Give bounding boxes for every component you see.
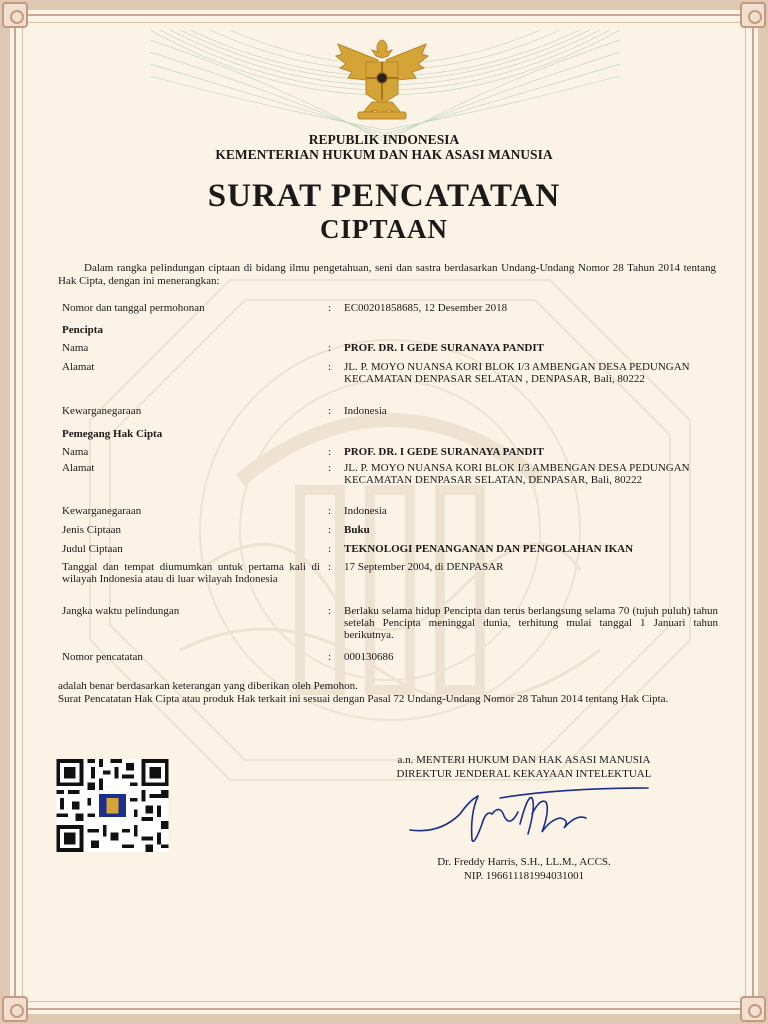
signatory-name: Dr. Freddy Harris, S.H., LL.M., ACCS. — [437, 856, 611, 868]
field-value: 000130686 — [344, 651, 394, 663]
field-colon: : — [328, 505, 332, 517]
header-republik: REPUBLIK INDONESIA — [308, 132, 460, 147]
footer-line-1: adalah benar berdasarkan keterangan yang diberikan oleh Pemohon. — [58, 680, 358, 692]
field-value: JL. P. MOYO NUANSA KORI BLOK I/3 AMBENGAN DESA PEDUNGAN KECAMATAN DENPASAR SELATAN , DENPASAR, Bali, 80222 — [344, 361, 690, 385]
handwritten-signature — [400, 784, 650, 850]
document-title: SURAT PENCATATAN — [207, 178, 561, 214]
field-value: Berlaku selama hidup Pencipta dan terus berlangsung selama 70 (tujuh puluh) tahun setelah Pencipta meninggal dunia, terhitung mulai tanggal 1 Januari tahun berikutnya. — [344, 605, 718, 641]
field-colon: : — [328, 302, 332, 314]
field-value: Buku — [344, 524, 370, 536]
corner-ornament — [740, 2, 766, 28]
field-colon: : — [328, 342, 332, 354]
field-label: Alamat — [62, 361, 95, 373]
field-label: Kewarganegaraan — [62, 505, 142, 517]
field-colon: : — [328, 561, 332, 573]
field-colon: : — [328, 543, 332, 555]
field-value: 17 September 2004, di DENPASAR — [344, 561, 504, 573]
field-colon: : — [328, 524, 332, 536]
field-label: Alamat — [62, 462, 95, 474]
signature-title-line1: a.n. MENTERI HUKUM DAN HAK ASASI MANUSIA — [397, 754, 651, 766]
field-value: PROF. DR. I GEDE SURANAYA PANDIT — [344, 446, 544, 458]
corner-ornament — [2, 996, 28, 1022]
field-value: TEKNOLOGI PENANGANAN DAN PENGOLAHAN IKAN — [344, 543, 634, 555]
field-label: Jangka waktu pelindungan — [62, 605, 180, 617]
field-value: PROF. DR. I GEDE SURANAYA PANDIT — [344, 342, 544, 354]
field-label: Tanggal dan tempat diumumkan untuk pertama kali di wilayah Indonesia atau di luar wilayah Indonesia — [62, 561, 320, 585]
header-kementerian: KEMENTERIAN HUKUM DAN HAK ASASI MANUSIA — [215, 147, 553, 162]
field-colon: : — [328, 446, 332, 458]
field-label: Nomor pencatatan — [62, 651, 143, 663]
field-colon: : — [328, 462, 332, 474]
footer-statement — [58, 680, 718, 705]
signature-title-line2: DIREKTUR JENDERAL KEKAYAAN INTELEKTUAL — [396, 768, 652, 780]
garuda-pancasila-emblem — [332, 36, 432, 122]
qr-code — [56, 759, 169, 852]
field-value: Indonesia — [344, 405, 387, 417]
section-heading-pencipta: Pencipta — [62, 324, 103, 336]
field-label: Nama — [62, 446, 89, 458]
field-label: Judul Ciptaan — [62, 543, 123, 555]
field-label: Nama — [62, 342, 89, 354]
footer-line-2: Surat Pencatatan Hak Cipta atau produk Hak terkait ini sesuai dengan Pasal 72 Undang-Undang Nomor 28 Tahun 2014 tentang Hak Cipta. — [58, 692, 669, 705]
corner-ornament — [2, 2, 28, 28]
field-label: Nomor dan tanggal permohonan — [62, 302, 205, 314]
corner-ornament — [740, 996, 766, 1022]
field-label: Jenis Ciptaan — [62, 524, 121, 536]
field-colon: : — [328, 405, 332, 417]
field-colon: : — [328, 651, 332, 663]
field-label: Kewarganegaraan — [62, 405, 142, 417]
section-heading-pemegang: Pemegang Hak Cipta — [62, 428, 163, 440]
signatory-nip: NIP. 196611181994031001 — [463, 870, 585, 882]
field-colon: : — [328, 361, 332, 373]
intro-paragraph: Dalam rangka pelindungan ciptaan di bidang ilmu pengetahuan, seni dan sastra berdasarkan Undang-Undang Nomor 28 Tahun 2014 tentang Hak Cipta, dengan ini menerangkan: — [58, 262, 716, 287]
field-value: JL. P. MOYO NUANSA KORI BLOK I/3 AMBENGAN DESA PEDUNGAN KECAMATAN DENPASAR SELATAN, DENPASAR, Bali, 80222 — [344, 462, 690, 486]
field-value: EC00201858685, 12 Desember 2018 — [344, 302, 508, 314]
field-colon: : — [328, 605, 332, 617]
field-value: Indonesia — [344, 505, 387, 517]
document-subtitle: CIPTAAN — [320, 214, 448, 244]
